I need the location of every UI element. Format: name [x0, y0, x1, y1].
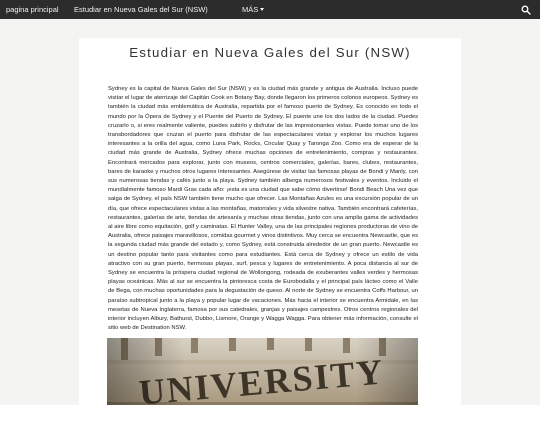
nav-more-dropdown[interactable]: [242, 0, 264, 19]
nav-more-label: MÁS: [242, 5, 259, 14]
article-body: Sydney es la capital de Nueva Gales del Sur (NSW) y es la ciudad más grande y antigua de Australia. Incluso puede visitar el lugar de aterrizaje del Capitán Cook en Botany Bay, donde llegaron los primeros colonos europeos. Sydney es también la ciudad más emblemática de Australia, repartida por el famoso puerto de Sydney. Es conocido en todo el mundo por la Ópera de Sydney y el Puente del Puerto de Sydney. El puente une los dos lados de la ciudad. Puedes cruzarlo o, si eres realmente valiente, puedes subirlo y disfrutar de las impresionantes vistas. Puede tomar uno de los transbordadores que cruzan el puerto para disfrutar de las espectaculares vistas y explorar los muchos lugares interesantes a la orilla del agua, como Luna Park, Rocks, Circular Quay y Taronga Zoo. Como era de esperar de la ciudad más grande de Australia, Sydney ofrece muchas opciones de entretenimiento, compras y restaurantes. Encontrará mercados para explorar, junto con museos, centros comerciales, galerías, bares, clubes, restaurantes, bares de karaoke y muchos otros lugares interesantes. Asegúrese de visitar las famosas playas de Bondi y Manly, con sus numerosas tiendas y cafés junto a la playa. Sydney también alberga numerosos festivales y eventos. Incluido el mundialmente famoso Mardi Gras cada año: ¡esta es una ciudad que sabe cómo divertirse! Bondi Beach Una vez que salga de Sydney, el país NSW también tiene mucho que ofrecer. Las Montañas Azules es una excursión popular de un día, que ofrece espectaculares vistas a las montañas, matorrales y vida silvestre nativa. También encontrará cafeterías, restaurantes, galerías de arte, tiendas de artesanía y muchas otras tiendas, junto con una amplia gama de actividades al aire libre como equitación, golf y caminatas. El Hunter Valley, una de las principales regiones productoras de vino de Australia, ofrece paisajes maravillosos, comidas gourmet y vinos distintivos. Muy cerca se encuentra Newcastle, que es la segunda ciudad más grande del estado y, como Sydney, está construida alrededor de un gran puerto. Newcastle es un destino popular tanto para visitantes como para estudiantes. Está cerca de Sydney y ofrece un estilo de vida atractivo con su gran puerto, hermosas playas, surf, pesca y lugares de entretenimiento. A poca distancia al sur de Sydney se encuentra la próspera ciudad regional de Wollongong, rodeada de exuberantes valles verdes y hermosas playas oceánicas. Más al sur se encuentra la pintoresca costa de Eurobodalla y el principal país lácteo como el Valle de Bega, con muchas oportunidades para la degustación de queso. Al norte de Sydney se encuentra Coffs Harbour, un paraíso subtropical junto a la playa y popular lugar de vacaciones. Más hacia el interior se encuentra Armidale, en las mesetas de Nueva Inglaterra, famosa por sus catedrales, granjas y paisajes campestres. Otros centros regionales del interior incluyen Albury, Bathurst, Dubbo, Lismore, Orange y Wagga Wagga. Para obtener más información, consulte el sitio web de Destination NSW.: [108, 86, 418, 332]
caret-down-icon: [260, 8, 264, 11]
page-title: Estudiar en Nueva Gales del Sur (NSW): [129, 45, 411, 60]
nav-home-link[interactable]: pagina principal: [6, 5, 59, 14]
top-navbar: [0, 0, 540, 19]
search-icon[interactable]: [521, 5, 531, 15]
nav-study-link[interactable]: Estudiar en Nueva Gales del Sur (NSW): [74, 5, 208, 14]
university-photo: [107, 338, 418, 405]
